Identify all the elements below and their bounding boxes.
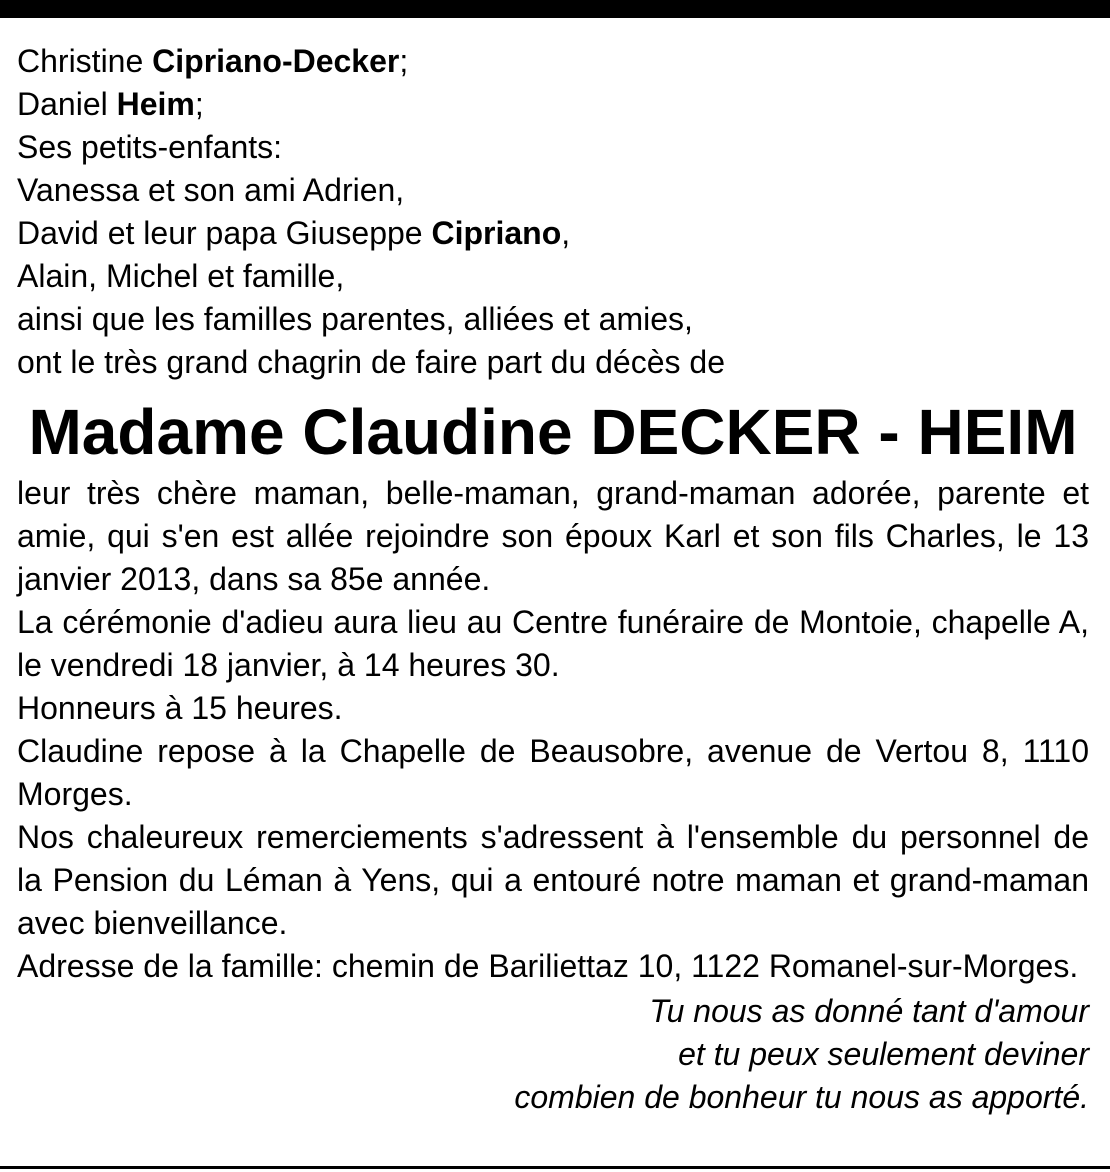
grandchildren-heading: Ses petits-enfants: <box>17 129 283 165</box>
deceased-name-heading: Madame Claudine DECKER - HEIM <box>28 396 1078 468</box>
grandchild-line: Vanessa et son ami Adrien, <box>17 172 405 208</box>
surname: Cipriano <box>431 215 562 251</box>
tribute-verse <box>17 990 1089 1119</box>
family-list <box>17 40 1089 384</box>
surname: Heim <box>116 86 195 122</box>
honours-paragraph: Honneurs à 15 heures. <box>17 690 343 726</box>
grandchild-line: Alain, Michel et famille, <box>17 258 345 294</box>
surname: Cipriano-Decker <box>152 43 400 79</box>
obituary-notice <box>17 40 1089 1119</box>
repose-paragraph: Claudine repose à la Chapelle de Beausobre, avenue de Vertou 8, 1110 Morges. <box>17 733 1089 812</box>
family-member: Christine Cipriano-Decker; <box>17 43 409 79</box>
thanks-paragraph: Nos chaleureux remerciements s'adressent à l'ensemble du personnel de la Pension du Léman à Yens, qui a entouré notre maman et grand-maman avec bienveillance. <box>17 819 1089 941</box>
ceremony-paragraph: La cérémonie d'adieu aura lieu au Centre funéraire de Montoie, chapelle A, le vendredi 18 janvier, à 14 heures 30. <box>17 604 1089 683</box>
tribute-line: combien de bonheur tu nous as apporté. <box>514 1079 1089 1115</box>
grandchild-line: David et leur papa Giuseppe Cipriano, <box>17 215 571 251</box>
bottom-border-rule <box>0 1166 1110 1169</box>
tribute-line: et tu peux seulement deviner <box>678 1036 1089 1072</box>
family-address-paragraph: Adresse de la famille: chemin de Bariliettaz 10, 1122 Romanel-sur-Morges. <box>17 948 1079 984</box>
top-border-rule <box>0 0 1110 18</box>
family-member: Daniel Heim; <box>17 86 204 122</box>
body-paragraph: leur très chère maman, belle-maman, grand-maman adorée, parente et amie, qui s'en est allée rejoindre son époux Karl et son fils Charles, le 13 janvier 2013, dans sa 85e année. <box>17 475 1089 597</box>
tribute-line: Tu nous as donné tant d'amour <box>649 993 1089 1029</box>
relatives-line: ainsi que les familles parentes, alliées et amies, <box>17 301 693 337</box>
announcement-line: ont le très grand chagrin de faire part du décès de <box>17 344 725 380</box>
